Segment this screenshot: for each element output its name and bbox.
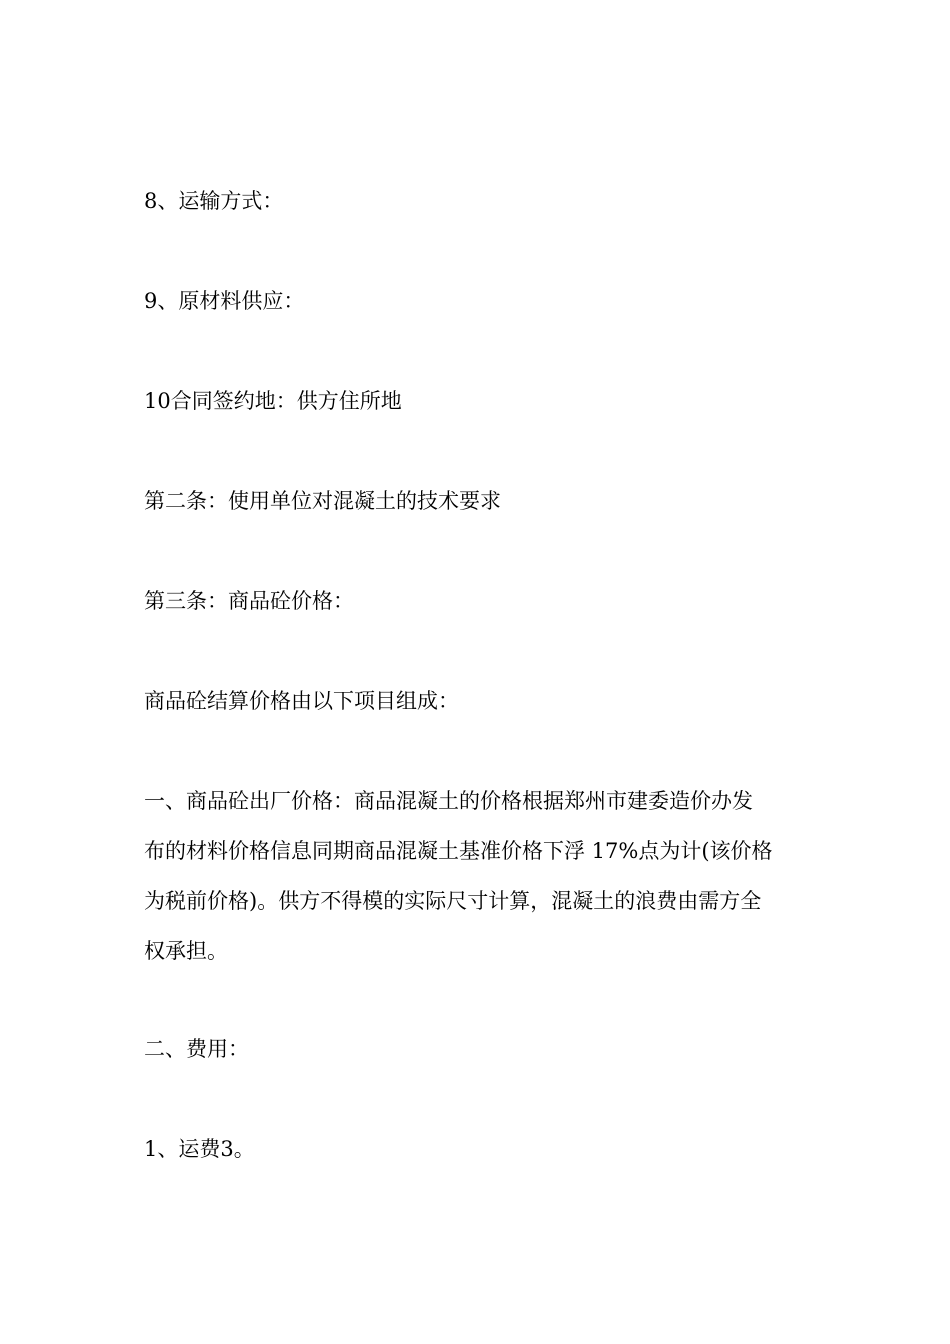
paragraph-line: 一、商品砼出厂价格：商品混凝土的价格根据郑州市建委造价办发 [144, 789, 753, 813]
factory-price-paragraph [144, 776, 808, 976]
paragraph-line: 为税前价格)。供方不得模的实际尺寸计算，混凝土的浪费由需方全 [144, 889, 762, 913]
article-three-heading: 第三条：商品砼价格： [144, 589, 354, 613]
item-transport-method: 8、运输方式： [144, 189, 284, 213]
paragraph-line: 布的材料价格信息同期商品混凝土基准价格下浮 17%点为计(该价格 [144, 839, 773, 863]
settlement-price-intro: 商品砼结算价格由以下项目组成： [144, 689, 459, 713]
freight-item: 1、运费3。 [144, 1137, 255, 1161]
paragraph-line: 权承担。 [144, 939, 228, 963]
article-two-heading: 第二条：使用单位对混凝土的技术要求 [144, 489, 501, 513]
fees-heading: 二、费用： [144, 1037, 249, 1061]
item-contract-signing-place: 10合同签约地：供方住所地 [144, 389, 402, 413]
item-raw-material-supply: 9、原材料供应： [144, 289, 305, 313]
